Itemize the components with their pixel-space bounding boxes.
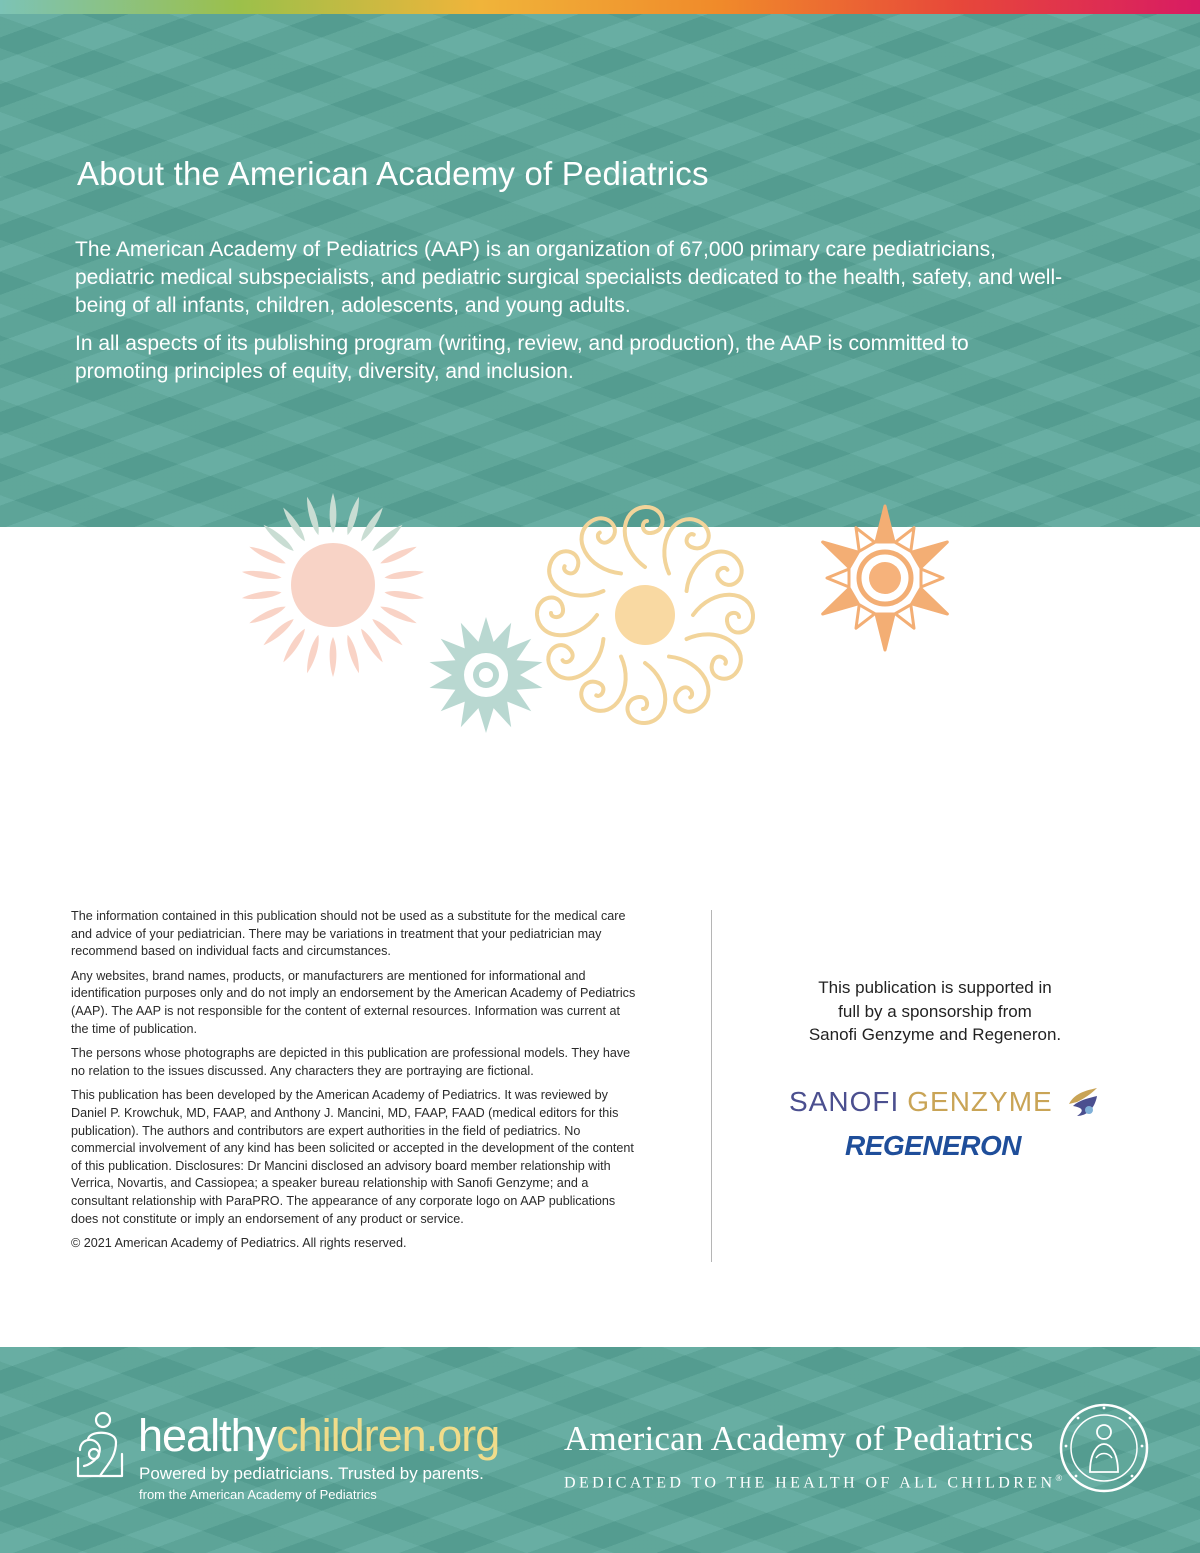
hc-tagline: Powered by pediatricians. Trusted by parents. — [139, 1464, 484, 1483]
legal-disclaimer — [71, 908, 641, 1260]
aap-tagline-text: DEDICATED TO THE HEALTH OF ALL CHILDREN — [564, 1474, 1056, 1492]
sanofi-wordmark: SANOFI — [789, 1086, 900, 1117]
sponsor-line: full by a sponsorship from — [838, 1001, 1032, 1021]
about-paragraph-2: In all aspects of its publishing program (writing, review, and production), the AAP is committed to promoting principles of equity, diversity, and inclusion. — [75, 332, 969, 383]
legal-paragraph: The persons whose photographs are depicted in this publication are professional models. They have no relation to the issues discussed. Any characters they are portraying are fictional. — [71, 1046, 631, 1078]
about-title: About the American Academy of Pediatrics — [77, 155, 709, 192]
sanofi-bird-icon — [1063, 1082, 1103, 1122]
legal-paragraph: The information contained in this publication should not be used as a substitute for the medical care and advice of your pediatrician. There may be variations in treatment that your pediatrician may recommend based on individual facts and circumstances. — [71, 909, 626, 959]
teal-star-sun-icon — [430, 617, 543, 733]
orange-sun-icon — [818, 506, 952, 650]
hc-word-part: children.org — [276, 1410, 500, 1461]
pink-sun-icon — [241, 493, 424, 677]
genzyme-wordmark: GENZYME — [907, 1086, 1053, 1117]
swirl-sun-icon — [537, 507, 753, 723]
sanofi-genzyme-logo — [789, 1082, 1103, 1122]
sun-illustration — [220, 480, 1000, 760]
hc-word-part: healthy — [138, 1410, 277, 1461]
sponsor-line: This publication is supported in — [818, 978, 1052, 997]
registered-mark: ® — [1055, 1473, 1063, 1483]
aap-name: American Academy of Pediatrics — [564, 1419, 1034, 1458]
family-hug-icon — [76, 1410, 126, 1480]
healthychildren-wordmark — [138, 1410, 499, 1462]
aap-seal-icon — [1058, 1402, 1150, 1494]
hc-from: from the American Academy of Pediatrics — [139, 1487, 377, 1502]
copyright: © 2021 American Academy of Pediatrics. All rights reserved. — [71, 1236, 407, 1251]
sponsor-line: Sanofi Genzyme and Regeneron. — [808, 1025, 1062, 1044]
rainbow-stripe — [0, 0, 1200, 14]
about-paragraph-1: The American Academy of Pediatrics (AAP) is an organization of 67,000 primary care pediatricians, pediatric medical subspecialists, and pediatric surgical specialists dedicated to the health, safety, and well-being of all infants, children, adolescents, and young adults. — [75, 238, 1063, 317]
vertical-divider — [711, 910, 712, 1262]
regeneron-logo: REGENERON — [845, 1130, 1021, 1161]
aap-tagline — [564, 1473, 1062, 1492]
sponsor-statement — [770, 976, 1100, 1047]
legal-paragraph: Any websites, brand names, products, or manufacturers are mentioned for informational and identification purposes only and do not imply an endorsement by the American Academy of Pediatrics (AAP). The AAP is not responsible for the content of external resources. Information was current at the time of publication. — [71, 968, 636, 1036]
legal-paragraph: This publication has been developed by the American Academy of Pediatrics. It was reviewed by Daniel P. Krowchuk, MD, FAAP, and Anthony J. Mancini, MD, FAAP, FAAD (medical editors for this publication). The authors and contributors are expert authorities in the field of pediatrics. No commercial involvement of any kind has been solicited or accepted in the development of the content of this publication. Disclosures: Dr Mancini disclosed an advisory board member relationship with Verrica, Novartis, and Cassiopea; a speaker bureau relationship with Sanofi Genzyme; and a consultant relationship with ParaPRO. The appearance of any corporate logo on AAP publications does not constitute or imply an endorsement of any product or service. — [71, 1088, 634, 1226]
